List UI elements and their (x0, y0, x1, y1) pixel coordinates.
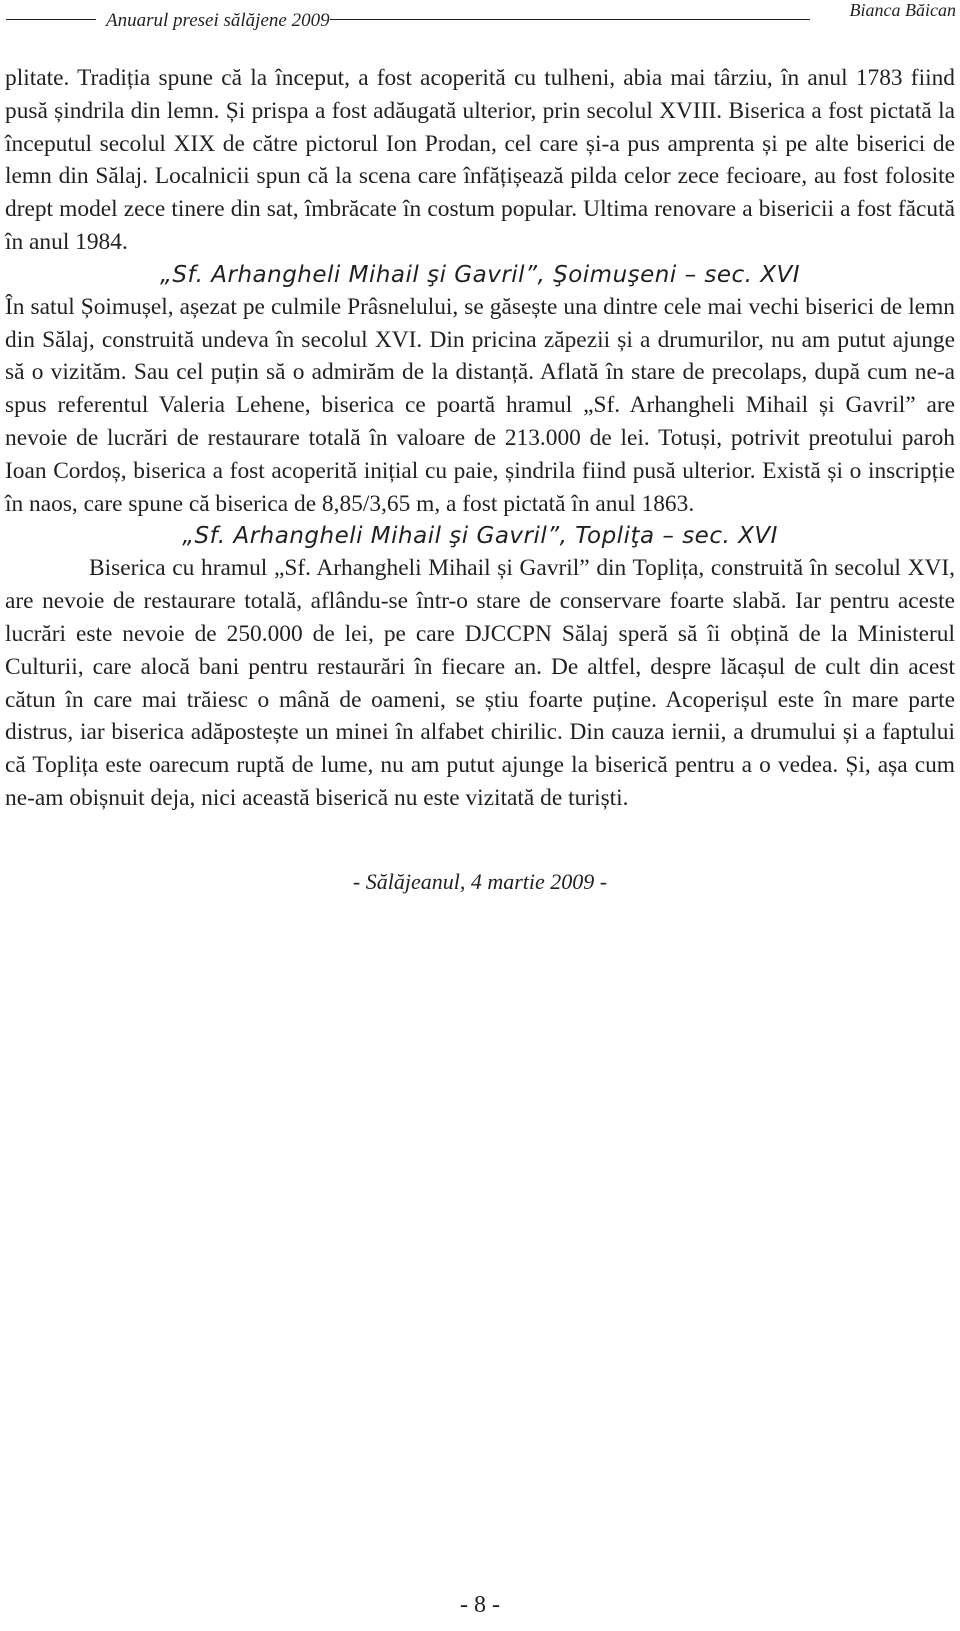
header-publication-title: Anuarul presei sălăjene 2009 (106, 10, 330, 31)
section-heading-toplita: „Sf. Arhangheli Mihail şi Gavril”, Topliţa – sec. XVI (182, 523, 778, 550)
article-body (5, 62, 955, 897)
section-heading-soimuseni: „Sf. Arhangheli Mihail şi Gavril”, Şoimuşeni – sec. XVI (159, 261, 801, 288)
paragraph-soimuseni: În satul Șoimușel, așezat pe culmile Prâsnelului, se găsește una dintre cele mai vechi biserici de lemn din Sălaj, construită undeva în secolul XVI. Din pricina zăpezii și a drumurilor, nu am putut ajunge să o vizităm. Sau cel puțin să o admirăm de la distanță. Aflată în stare de precolaps, după cum ne-a spus referentul Valeria Lehene, biserica ce poartă hramul „Sf. Arhangheli Mihail și Gavril” are nevoie de lucrări de restaurare totală în valoare de 213.000 de lei. Totuși, potrivit preotului paroh Ioan Cordoș, biserica a fost acoperită inițial cu paie, șindrila fiind pusă ulterior. Există și o inscripție în naos, care spune că biserica de 8,85/3,65 m, a fost pictată în anul 1863. (5, 293, 955, 517)
header-rule-left (6, 19, 96, 20)
header-rule-right (330, 19, 810, 20)
paragraph-continuation: plitate. Tradiția spune că la început, a fost acoperită cu tulheni, abia mai târziu, în anul 1783 fiind pusă șindrila din lemn. Și prispa a fost adăugată ulterior, prin secolul XVIII. Biserica a fost pictată la începutul secolul XIX de către pictorul Ion Prodan, cel care și-a pus amprenta și pe alte biserici de lemn din Sălaj. Localnicii spun că la scena care înfățișează pilda celor zece fecioare, au fost folosite drept model zece tinere din sat, îmbrăcate în costum popular. Ultima renovare a bisericii a fost făcută în anul 1984. (5, 65, 955, 255)
source-signature: - Sălăjeanul, 4 martie 2009 - (352, 868, 608, 894)
paragraph-toplita: Biserica cu hramul „Sf. Arhangheli Mihail și Gavril” din Toplița, construită în secolul XVI, are nevoie de restaurare totală, aflându-se într-o stare de conservare foarte slabă. Iar pentru aceste lucrări este nevoie de 250.000 de lei, pe care DJCCPN Sălaj speră să îi obțină de la Ministerul Culturii, care alocă bani pentru restaurări în fiecare an. De altfel, despre lăcașul de cult din acest cătun în care mai trăiesc o mână de oameni, se știu foarte puține. Acoperișul este în mare parte distrus, iar biserica adăpostește un minei în alfabet chirilic. Din cauza iernii, a drumului și a faptului că Toplița este oarecum ruptă de lume, nu am putut ajunge la biserică pentru a o vedea. Și, așa cum ne-am obișnuit deja, nici această biserică nu este vizitată de turiști. (5, 555, 955, 811)
header-author: Bianca Băican (849, 0, 956, 20)
page-number: - 8 - (460, 1592, 500, 1618)
running-header (0, 0, 960, 40)
